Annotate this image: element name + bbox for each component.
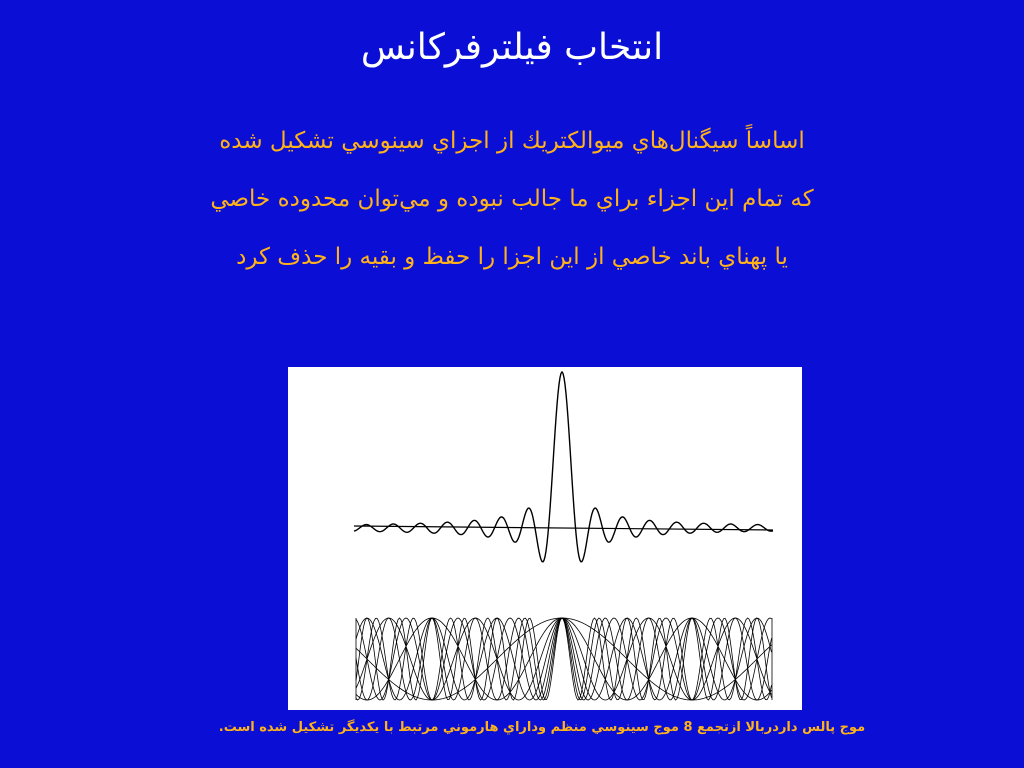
figure-caption: موج پالس دارد‌ربالا ازتجمع 8 موج سينوسي منظم وداراي هارموني مرتبط با يكديگر تشكيل شده است. [218, 720, 866, 735]
body-text [80, 112, 944, 286]
waveform-figure [288, 367, 802, 710]
slide-title: انتخاب فيلترفركانس [360, 27, 664, 68]
body-line-1: اساساً سيگنال‌هاي ميوالكتريك از اجزاي سينوسي تشكيل شده [219, 128, 805, 154]
waveform-drawing [288, 367, 802, 710]
sine-components [356, 618, 772, 700]
body-line-2: كه تمام اين اجزاء براي ما جالب نبوده و مي‌توان محدوده خاصي [210, 186, 814, 212]
body-line-3: يا پهناي باند خاصي از اين اجزا را حفظ و بقيه را حذف كرد [236, 244, 788, 270]
pulse-waveform [354, 372, 773, 562]
sine-component-7 [356, 618, 772, 700]
